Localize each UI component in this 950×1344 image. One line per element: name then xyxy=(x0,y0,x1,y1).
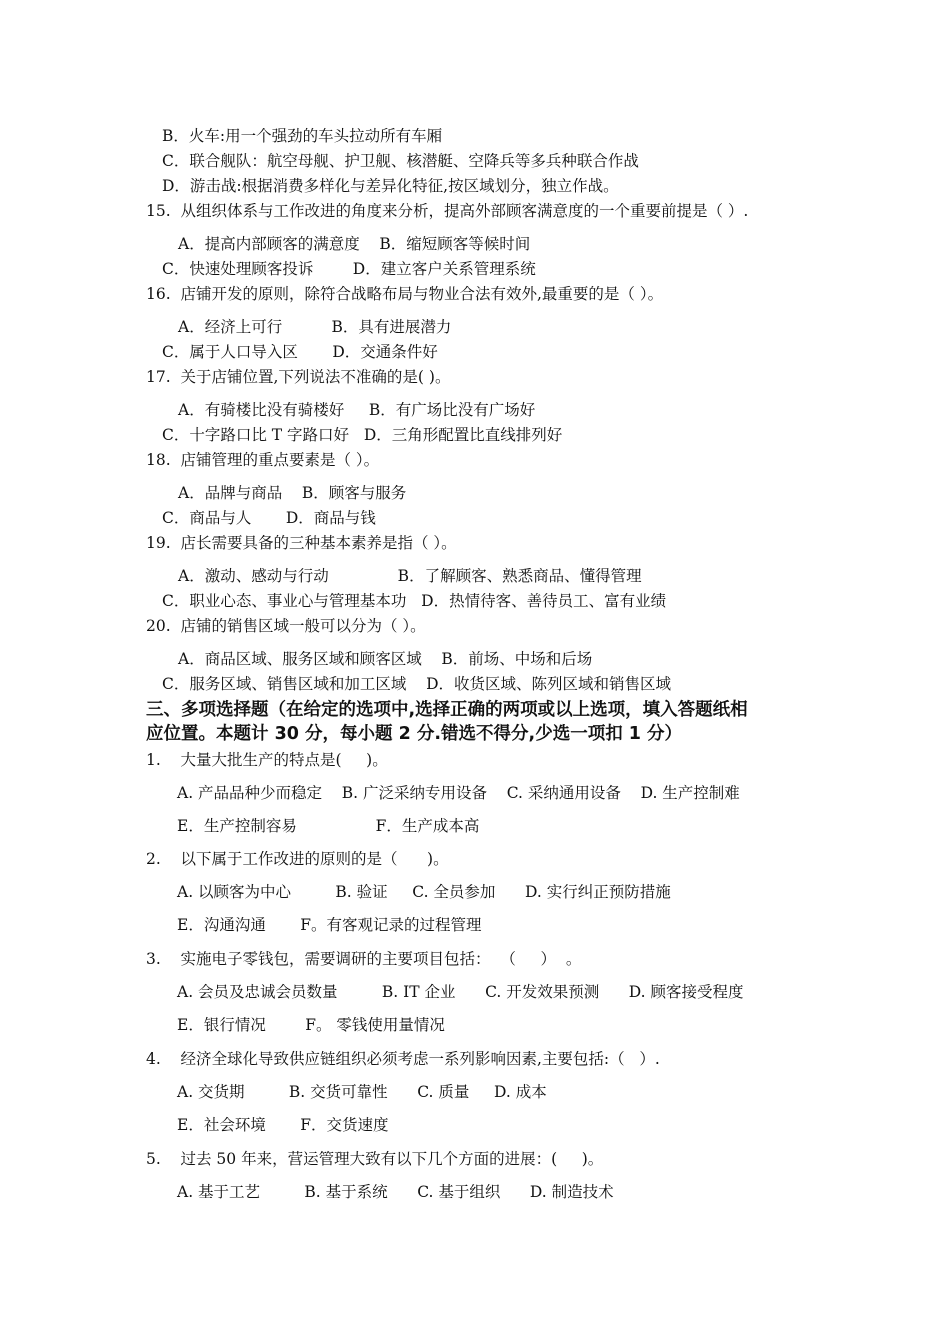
question-16: 16. 店铺开发的原则，除符合战略布局与物业合法有效外,最重要的是（ ）。 xyxy=(146,285,664,303)
question-15: 15. 从组织体系与工作改进的角度来分析，提高外部顾客满意度的一个重要前提是（ ）. xyxy=(146,202,749,220)
option-line: A. 以顾客为中心 B. 验证 C. 全员参加 D. 实行纠正预防措施 xyxy=(177,883,671,901)
option-line: A. 产品品种少而稳定 B. 广泛采纳专用设备 C. 采纳通用设备 D. 生产控制难 xyxy=(177,784,740,802)
option-line: A．提高内部顾客的满意度 B．缩短顾客等候时间 xyxy=(178,235,531,253)
option-line: C．商品与人 D．商品与钱 xyxy=(162,509,376,527)
option-line: C．联合舰队：航空母舰、护卫舰、核潜艇、空降兵等多兵种联合作战 xyxy=(162,152,639,170)
question-m1: 1. 大量大批生产的特点是( )。 xyxy=(146,751,388,769)
option-line: A．品牌与商品 B．顾客与服务 xyxy=(178,484,407,502)
question-m5: 5. 过去 50 年来，营运管理大致有以下几个方面的进展：( )。 xyxy=(146,1150,604,1168)
section-heading: 三、多项选择题（在给定的选项中,选择正确的两项或以上选项，填入答题纸相 xyxy=(146,700,748,720)
option-line: E．沟通沟通 F。有客观记录的过程管理 xyxy=(177,916,482,934)
question-m4: 4. 经济全球化导致供应链组织必须考虑一系列影响因素,主要包括:（ ）. xyxy=(146,1050,660,1068)
question-17: 17. 关于店铺位置,下列说法不准确的是( )。 xyxy=(146,368,451,386)
option-line: A．有骑楼比没有骑楼好 B．有广场比没有广场好 xyxy=(178,401,536,419)
question-m3: 3. 实施电子零钱包，需要调研的主要项目包括： （ ） 。 xyxy=(146,950,582,968)
option-line: A．激动、感动与行动 B．了解顾客、熟悉商品、懂得管理 xyxy=(178,567,642,585)
question-20: 20. 店铺的销售区域一般可以分为（ ）。 xyxy=(146,617,426,635)
option-line: A．商品区域、服务区域和顾客区域 B．前场、中场和后场 xyxy=(178,650,593,668)
section-heading: 应位置。本题计 30 分，每小题 2 分.错选不得分,少选一项扣 1 分） xyxy=(146,724,683,744)
option-line: A. 基于工艺 B. 基于系统 C. 基于组织 D. 制造技术 xyxy=(177,1183,614,1201)
option-line: C．快速处理顾客投诉 D．建立客户关系管理系统 xyxy=(162,260,536,278)
option-line: E．生产控制容易 F．生产成本高 xyxy=(177,817,480,835)
option-line: E．社会环境 F．交货速度 xyxy=(177,1116,389,1134)
option-line: A. 会员及忠诚会员数量 B. IT 企业 C. 开发效果预测 D. 顾客接受程度 xyxy=(177,983,744,1001)
option-line: C．属于人口导入区 D．交通条件好 xyxy=(162,343,438,361)
option-line: C．服务区域、销售区域和加工区域 D．收货区域、陈列区域和销售区域 xyxy=(162,675,671,693)
question-m2: 2. 以下属于工作改进的原则的是（ )。 xyxy=(146,850,449,868)
option-line: A. 交货期 B. 交货可靠性 C. 质量 D. 成本 xyxy=(177,1083,547,1101)
option-line: A．经济上可行 B．具有进展潜力 xyxy=(178,318,452,336)
question-19: 19. 店长需要具备的三种基本素养是指（ ）。 xyxy=(146,534,457,552)
option-line: D．游击战:根据消费多样化与差异化特征,按区域划分，独立作战。 xyxy=(162,177,619,195)
option-line: C．十字路口比 T 字路口好 D．三角形配置比直线排列好 xyxy=(162,426,563,444)
question-18: 18. 店铺管理的重点要素是（ ）。 xyxy=(146,451,380,469)
option-line: B．火车:用一个强劲的车头拉动所有车厢 xyxy=(162,127,443,145)
option-line: E．银行情况 F。 零钱使用量情况 xyxy=(177,1016,445,1034)
option-line: C．职业心态、事业心与管理基本功 D．热情待客、善待员工、富有业绩 xyxy=(162,592,667,610)
